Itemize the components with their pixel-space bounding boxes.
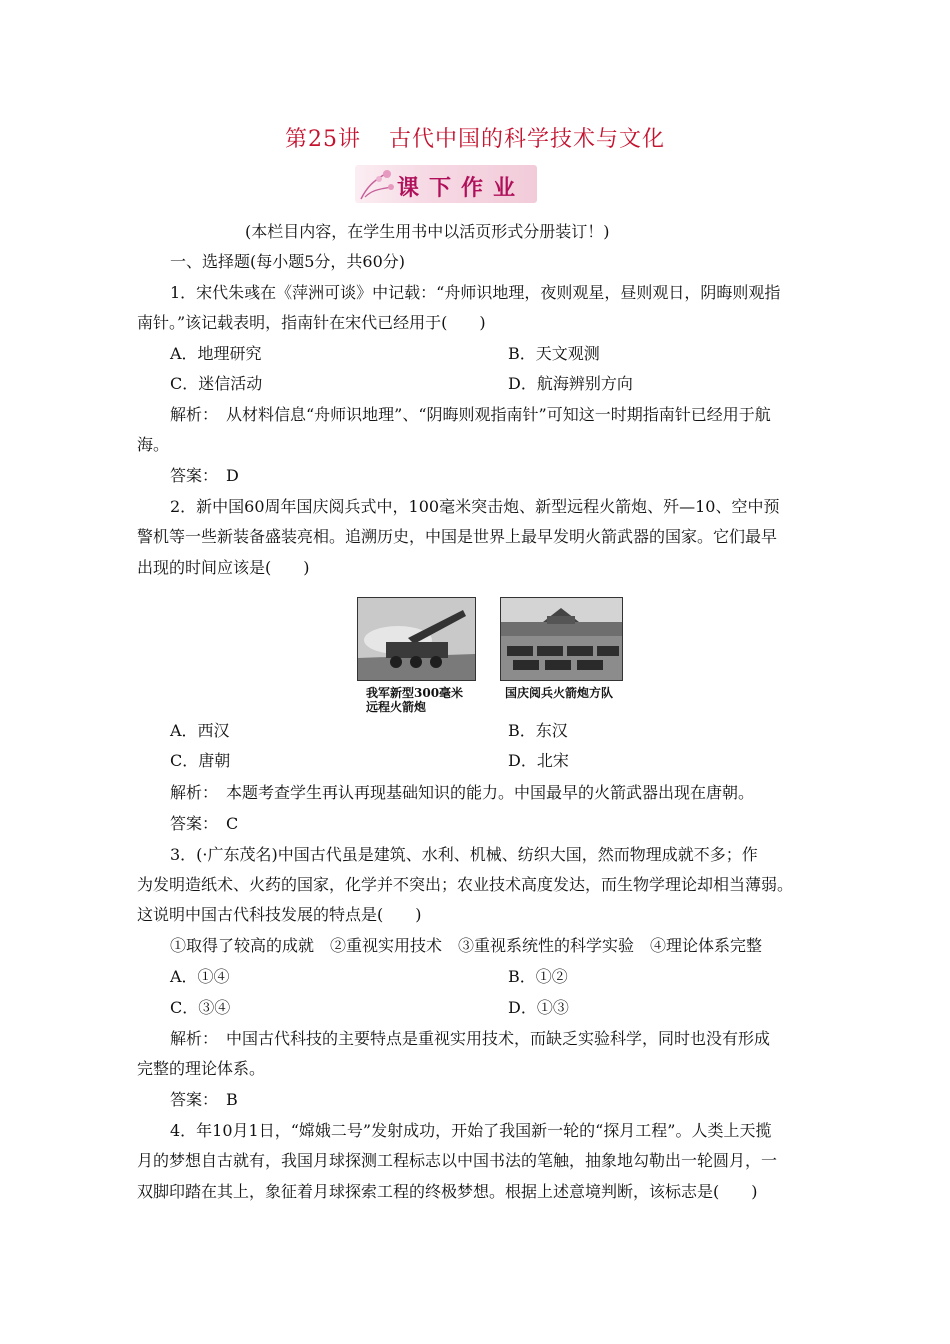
homework-banner	[355, 165, 537, 203]
q3-option-a: A．①④	[170, 967, 230, 986]
photo1-caption-line2: 远程火箭炮	[366, 700, 427, 714]
banner-label: 课下作业	[397, 175, 526, 201]
parade-photo	[500, 597, 623, 681]
orchid-decoration-icon	[357, 167, 397, 201]
q3-option-c: C．③④	[170, 998, 231, 1017]
q4-stem-line2: 月的梦想自古就有，我国月球探测工程标志以中国书法的笔触，抽象地勾勒出一轮圆月，一	[137, 1151, 778, 1170]
q2-answer: 答案： C	[170, 814, 239, 833]
title-topic: 古代中国的科学技术与文化	[388, 127, 665, 152]
photo1-caption-line1: 我军新型300毫米	[366, 686, 464, 700]
q3-statements: ①取得了较高的成就 ②重视实用技术 ③重视系统性的科学实验 ④理论体系完整	[170, 936, 763, 955]
photo2-caption: 国庆阅兵火箭炮方队	[505, 686, 614, 700]
q1-option-a: A．地理研究	[170, 344, 262, 363]
q1-option-d: D．航海辨别方向	[508, 374, 633, 393]
q1-answer: 答案： D	[170, 466, 239, 485]
binding-note: (本栏目内容，在学生用书中以活页形式分册装订！)	[245, 222, 610, 241]
q2-option-d: D．北宋	[508, 751, 569, 770]
q3-stem-line1: 3．(·广东茂名)中国古代虽是建筑、水利、机械、纺织大国，然而物理成就不多；作	[170, 845, 758, 864]
q2-stem-line3: 出现的时间应该是( )	[137, 558, 310, 577]
q2-option-c: C．唐朝	[170, 751, 231, 770]
q1-option-b: B．天文观测	[508, 344, 600, 363]
q2-option-a: A．西汉	[170, 721, 230, 740]
q3-analysis-line2: 完整的理论体系。	[137, 1059, 266, 1078]
q4-stem-line3: 双脚印踏在其上，象征着月球探索工程的终极梦想。根据上述意境判断，该标志是( )	[137, 1182, 758, 1201]
q3-stem-line2: 为发明造纸术、火药的国家，化学并不突出；农业技术高度发达，而生物学理论却相当薄弱。	[137, 875, 794, 894]
q1-analysis-line2: 海。	[137, 435, 170, 454]
q3-option-d: D．①③	[508, 998, 569, 1017]
q3-option-b: B．①②	[508, 967, 568, 986]
q2-option-b: B．东汉	[508, 721, 568, 740]
q3-analysis-line1: 解析： 中国古代科技的主要特点是重视实用技术，而缺乏实验科学，同时也没有形成	[170, 1029, 771, 1048]
q2-stem-line1: 2．新中国60周年国庆阅兵式中，100毫米突击炮、新型远程火箭炮、歼—10、空中预	[170, 497, 780, 516]
q1-stem-line2: 南针。”该记载表明，指南针在宋代已经用于( )	[137, 313, 486, 332]
section-heading: 一、选择题(每小题5分，共60分)	[170, 252, 406, 271]
page-title	[0, 122, 950, 153]
q1-stem-line1: 1．宋代朱彧在《萍洲可谈》中记载：“舟师识地理，夜则观星，昼则观日，阴晦则观指	[170, 283, 781, 302]
q4-stem-line1: 4．年10月1日，“嫦娥二号”发射成功，开始了我国新一轮的“探月工程”。人类上天揽	[170, 1121, 772, 1140]
q1-analysis-line1: 解析： 从材料信息“舟师识地理”、“阴晦则观指南针”可知这一时期指南针已经用于航	[170, 405, 771, 424]
q2-stem-line2: 警机等一些新装备盛装亮相。追溯历史，中国是世界上最早发明火箭武器的国家。它们最早	[137, 527, 778, 546]
rocket-launcher-photo	[357, 597, 476, 681]
q3-stem-line3: 这说明中国古代科技发展的特点是( )	[137, 905, 422, 924]
title-lecture: 第25讲	[284, 127, 361, 152]
q3-answer: 答案： B	[170, 1090, 238, 1109]
q2-analysis: 解析： 本题考查学生再认再现基础知识的能力。中国最早的火箭武器出现在唐朝。	[170, 783, 755, 802]
q1-option-c: C．迷信活动	[170, 374, 263, 393]
